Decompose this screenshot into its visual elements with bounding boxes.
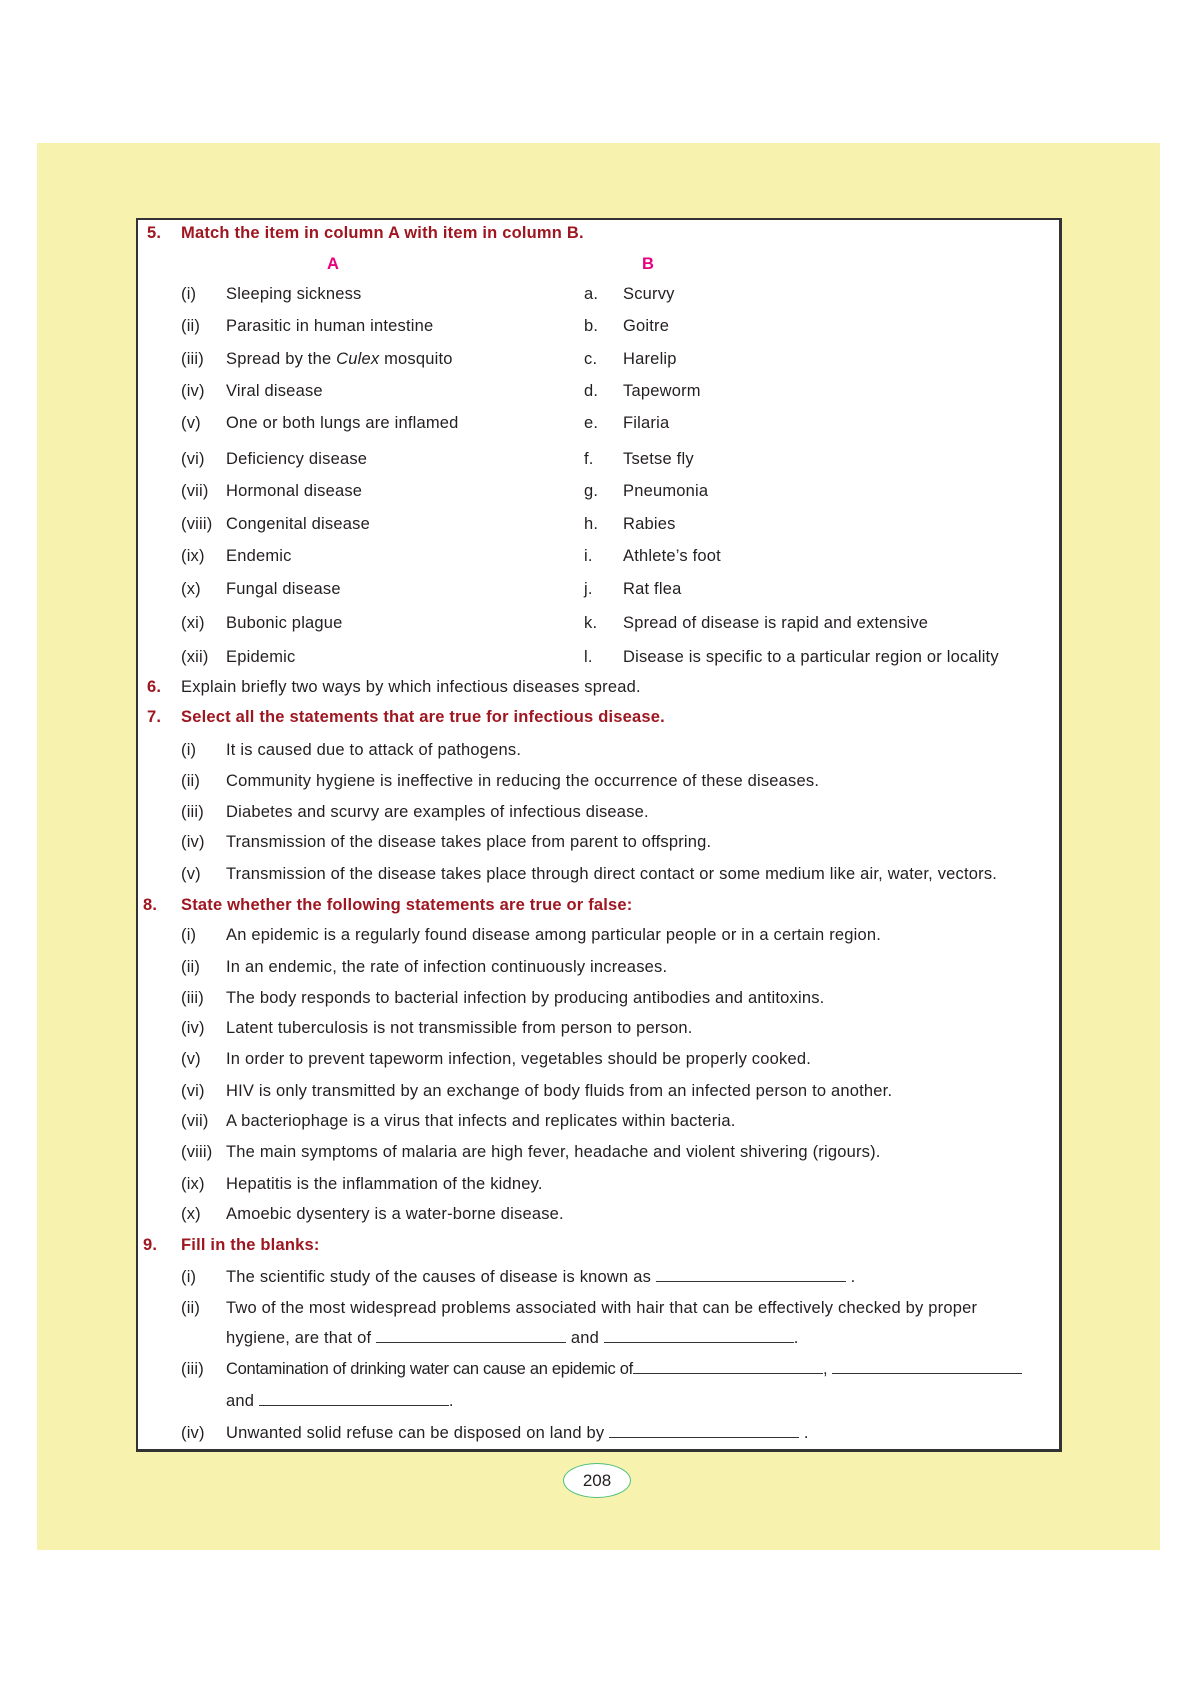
column-a-item xyxy=(226,546,292,566)
column-b-item: Pneumonia xyxy=(623,482,709,500)
row-number: (xi) xyxy=(181,614,205,632)
item-number: (iii) xyxy=(181,989,204,1007)
item-number: (i) xyxy=(181,741,197,759)
statement: In order to prevent tapeworm infection, vegetables should be properly cooked. xyxy=(226,1050,811,1068)
row-number: (ix) xyxy=(181,547,205,565)
column-a-item xyxy=(226,514,370,534)
column-b-item: Rat flea xyxy=(623,580,682,598)
row-letter: b. xyxy=(584,317,599,335)
column-a-item xyxy=(226,316,433,336)
answer-blank[interactable] xyxy=(656,1267,846,1282)
item-number: (ii) xyxy=(181,1299,201,1317)
row-letter: g. xyxy=(584,482,599,500)
fill-blank-line xyxy=(226,1298,977,1318)
row-number: (iv) xyxy=(181,382,205,400)
text-segment: mosquito xyxy=(379,350,453,368)
column-b-item: Spread of disease is rapid and extensive xyxy=(623,614,929,632)
row-letter: k. xyxy=(584,614,598,632)
question-number: 5. xyxy=(147,224,162,242)
question-prompt: Fill in the blanks: xyxy=(181,1236,320,1254)
row-letter: l. xyxy=(584,648,593,666)
question-prompt: Explain briefly two ways by which infectious diseases spread. xyxy=(181,678,641,696)
statement: An epidemic is a regularly found disease among particular people or in a certain region. xyxy=(226,926,882,944)
item-number: (x) xyxy=(181,1205,201,1223)
column-b-item: Rabies xyxy=(623,515,676,533)
item-number: (vi) xyxy=(181,1082,205,1100)
fill-blank-line xyxy=(226,1267,855,1287)
row-letter: h. xyxy=(584,515,599,533)
text-segment: and xyxy=(226,1392,259,1410)
column-a-item xyxy=(226,481,362,501)
row-number: (ii) xyxy=(181,317,201,335)
column-a-item xyxy=(226,413,459,433)
text-segment: hygiene, are that of xyxy=(226,1329,377,1347)
row-letter: e. xyxy=(584,414,599,432)
statement: Transmission of the disease takes place through direct contact or some medium like air, water, vectors. xyxy=(226,865,998,883)
text-segment: , xyxy=(822,1360,832,1378)
column-a-item xyxy=(226,613,343,633)
statement: The main symptoms of malaria are high fever, headache and violent shivering (rigours). xyxy=(226,1143,881,1161)
question-number: 6. xyxy=(147,678,162,696)
column-a-item xyxy=(226,381,323,401)
item-number: (i) xyxy=(181,1268,197,1286)
row-number: (vi) xyxy=(181,450,205,468)
item-number: (iv) xyxy=(181,1019,205,1037)
column-b-item: Tsetse fly xyxy=(623,450,694,468)
question-number: 7. xyxy=(147,708,162,726)
item-number: (ii) xyxy=(181,772,201,790)
text-segment: and xyxy=(566,1329,604,1347)
answer-blank[interactable] xyxy=(633,1359,823,1374)
question-number: 8. xyxy=(143,896,158,914)
answer-blank[interactable] xyxy=(604,1328,794,1343)
text-segment: Deficiency disease xyxy=(226,450,368,468)
answer-blank[interactable] xyxy=(832,1359,1022,1374)
text-segment: Spread by the xyxy=(226,350,337,368)
text-segment: Sleeping sickness xyxy=(226,285,362,303)
italic-text: Culex xyxy=(336,350,380,368)
column-b-item: Athlete’s foot xyxy=(623,547,721,565)
question-prompt: Match the item in column A with item in column B. xyxy=(181,224,584,242)
column-a-header: A xyxy=(327,255,340,273)
column-a-item xyxy=(226,284,361,304)
column-b-item: Goitre xyxy=(623,317,670,335)
statement: HIV is only transmitted by an exchange of body fluids from an infected person to another. xyxy=(226,1082,893,1100)
statement: Latent tuberculosis is not transmissible from person to person. xyxy=(226,1019,693,1037)
answer-blank[interactable] xyxy=(259,1391,449,1406)
row-number: (vii) xyxy=(181,482,209,500)
row-number: (iii) xyxy=(181,350,204,368)
item-number: (iii) xyxy=(181,803,204,821)
row-letter: c. xyxy=(584,350,598,368)
statement: A bacteriophage is a virus that infects and replicates within bacteria. xyxy=(226,1112,736,1130)
text-segment: Viral disease xyxy=(226,382,323,400)
text-segment: Bubonic plague xyxy=(226,614,343,632)
item-number: (v) xyxy=(181,1050,201,1068)
row-number: (x) xyxy=(181,580,201,598)
row-letter: f. xyxy=(584,450,594,468)
text-segment: Two of the most widespread problems associated with hair that can be effectively checked by proper xyxy=(226,1299,978,1317)
column-b-item: Scurvy xyxy=(623,285,675,303)
column-a-item xyxy=(226,449,367,469)
text-segment: Congenital disease xyxy=(226,515,370,533)
fill-blank-line xyxy=(226,1391,454,1411)
row-number: (xii) xyxy=(181,648,209,666)
fill-blank-line xyxy=(226,1359,1022,1379)
statement: It is caused due to attack of pathogens. xyxy=(226,741,522,759)
item-number: (ix) xyxy=(181,1175,205,1193)
column-b-item: Harelip xyxy=(623,350,677,368)
row-letter: d. xyxy=(584,382,599,400)
column-b-header: B xyxy=(642,255,655,273)
text-segment: . xyxy=(845,1268,856,1286)
item-number: (iii) xyxy=(181,1360,204,1378)
statement: Hepatitis is the inflammation of the kidney. xyxy=(226,1175,543,1193)
column-a-item xyxy=(226,579,341,599)
item-number: (v) xyxy=(181,865,201,883)
text-segment: Epidemic xyxy=(226,648,296,666)
row-letter: j. xyxy=(584,580,593,598)
text-segment: . xyxy=(448,1392,454,1410)
column-a-item xyxy=(226,647,295,667)
row-letter: a. xyxy=(584,285,599,303)
answer-blank[interactable] xyxy=(609,1423,799,1438)
item-number: (viii) xyxy=(181,1143,213,1161)
row-number: (v) xyxy=(181,414,201,432)
statement: Diabetes and scurvy are examples of infectious disease. xyxy=(226,803,649,821)
item-number: (iv) xyxy=(181,1424,205,1442)
statement: The body responds to bacterial infection by producing antibodies and antitoxins. xyxy=(226,989,825,1007)
item-number: (i) xyxy=(181,926,197,944)
column-a-item xyxy=(226,349,453,369)
text-segment: One or both lungs are inflamed xyxy=(226,414,459,432)
item-number: (ii) xyxy=(181,958,201,976)
text-segment: Parasitic in human intestine xyxy=(226,317,434,335)
question-prompt: Select all the statements that are true for infectious disease. xyxy=(181,708,665,726)
text-segment: . xyxy=(793,1329,799,1347)
column-b-item: Disease is specific to a particular region or locality xyxy=(623,648,999,666)
text-segment: Contamination of drinking water can cause an epidemic of xyxy=(226,1360,633,1378)
text-segment: Hormonal disease xyxy=(226,482,363,500)
statement: Amoebic dysentery is a water-borne disease. xyxy=(226,1205,564,1223)
text-segment: The scientific study of the causes of disease is known as xyxy=(226,1268,656,1286)
fill-blank-line xyxy=(226,1328,799,1348)
text-segment: . xyxy=(799,1424,809,1442)
text-segment: Endemic xyxy=(226,547,292,565)
answer-blank[interactable] xyxy=(376,1328,566,1343)
page-number: 208 xyxy=(563,1463,631,1498)
fill-blank-line xyxy=(226,1423,809,1443)
statement: Community hygiene is ineffective in reducing the occurrence of these diseases. xyxy=(226,772,820,790)
statement: In an endemic, the rate of infection continuously increases. xyxy=(226,958,668,976)
question-number: 9. xyxy=(143,1236,158,1254)
row-number: (i) xyxy=(181,285,197,303)
column-b-item: Filaria xyxy=(623,414,670,432)
row-number: (viii) xyxy=(181,515,213,533)
statement: Transmission of the disease takes place from parent to offspring. xyxy=(226,833,712,851)
column-b-item: Tapeworm xyxy=(623,382,701,400)
item-number: (iv) xyxy=(181,833,205,851)
text-segment: Unwanted solid refuse can be disposed on land by xyxy=(226,1424,610,1442)
row-letter: i. xyxy=(584,547,593,565)
item-number: (vii) xyxy=(181,1112,209,1130)
text-segment: Fungal disease xyxy=(226,580,341,598)
question-prompt: State whether the following statements are true or false: xyxy=(181,896,633,914)
